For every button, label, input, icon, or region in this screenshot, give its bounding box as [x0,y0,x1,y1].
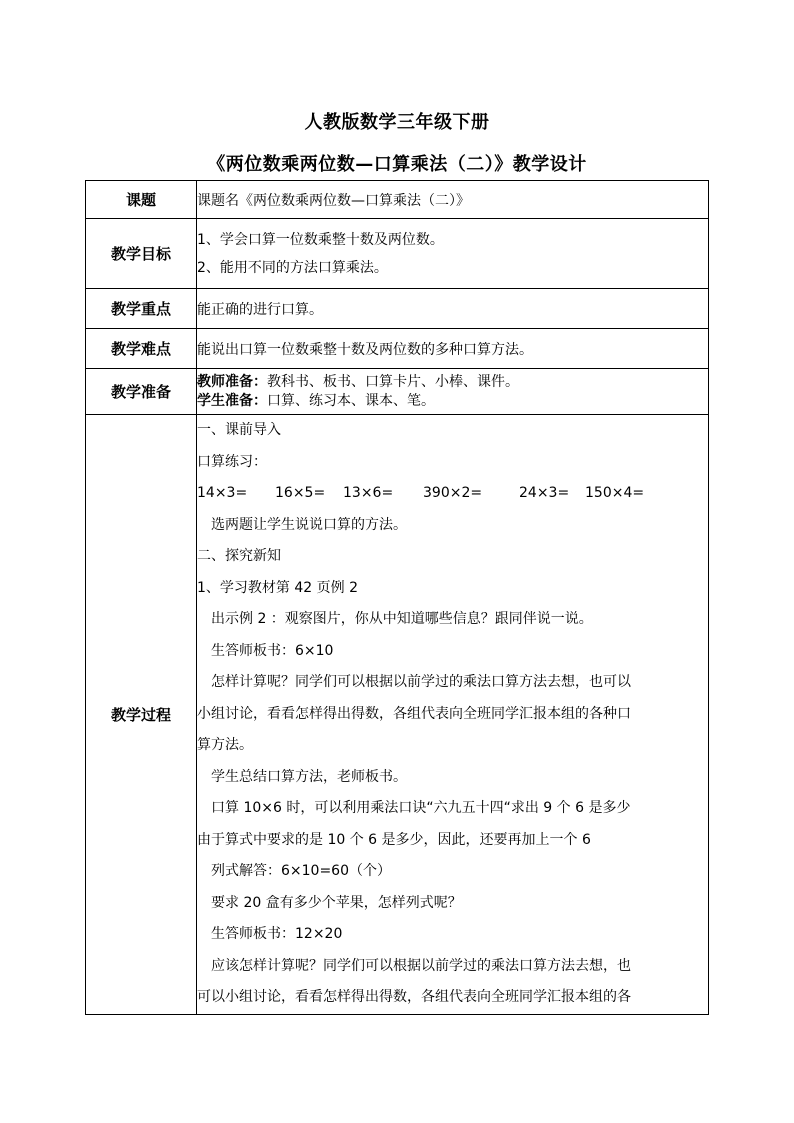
topic-value: 课题名《两位数乘两位数—口算乘法（二）》 [197,181,709,219]
table-row-preparation [86,369,709,415]
topic-label: 课题 [86,181,197,219]
difficulty-label: 教学难点 [86,329,197,369]
student-prep-value: 口算、练习本、课本、笔。 [267,392,435,409]
practice-item: 390×2= [423,485,483,501]
practice-item: 24×3= [519,485,570,501]
preparation-cell [197,369,709,415]
lesson-plan-table [85,180,709,1015]
process-line: 生答师板书：6×10 [211,642,334,659]
process-line: 可以小组讨论，看看怎样得出得数，各组代表向全班同学汇报本组的各 [197,989,631,1005]
process-line: 口算练习： [197,453,267,470]
process-line: 小组讨论，看看怎样得出得数，各组代表向全班同学汇报本组的各种口 [197,705,631,722]
document-title: 人教版数学三年级下册 [304,112,490,133]
process-line: 二、探究新知 [197,548,281,564]
table-row-difficulty [86,329,709,369]
table-row-goals [86,219,709,289]
process-label: 教学过程 [86,415,197,1015]
student-preparation [197,392,708,411]
process-line: 一、课前导入 [197,422,281,438]
teacher-prep-value: 教科书、板书、口算卡片、小棒、课件。 [267,373,519,390]
process-line: 口算 10×6 时，可以利用乘法口诀“六九五十四“求出 9 个 6 是多少 [211,800,631,816]
teacher-preparation [197,373,708,392]
process-line: 算方法。 [197,737,253,753]
practice-item: 14×3= [197,485,248,501]
teacher-prep-label: 教师准备： [197,373,267,390]
practice-item: 16×5= [275,485,326,501]
process-line: 要求 20 盒有多少个苹果，怎样列式呢？ [211,894,462,911]
difficulty-value: 能说出口算一位数乘整十数及两位数的多种口算方法。 [197,329,709,369]
goal-item: 2、能用不同的方法口算乘法。 [197,259,388,276]
process-line: 怎样计算呢？同学们可以根据以前学过的乘法口算方法去想，也可以 [211,674,631,690]
practice-item: 150×4= [585,485,645,501]
practice-item: 13×6= [343,485,394,501]
process-line: 列式解答：6×10=60（个） [211,863,391,879]
key-point-label: 教学重点 [86,289,197,329]
process-line: 出示例 2 ：观察图片，你从中知道哪些信息？跟同伴说一说。 [211,611,593,627]
goals-label: 教学目标 [86,219,197,289]
document-subtitle: 《两位数乘两位数—口算乘法（二）》教学设计 [207,154,587,175]
goal-item: 1、学会口算一位数乘整十数及两位数。 [197,231,444,248]
practice-problems [197,478,708,510]
process-line: 学生总结口算方法，老师板书。 [211,768,407,785]
student-prep-label: 学生准备： [197,392,267,409]
process-line: 1、学习教材第 42 页例 2 [197,579,358,596]
preparation-label: 教学准备 [86,369,197,415]
process-line: 由于算式中要求的是 10 个 6 是多少，因此，还要再加上一个 6 [197,831,591,848]
table-row-process [86,415,709,1015]
process-line: 生答师板书：12×20 [211,926,343,942]
process-cell [197,415,709,1015]
table-row-key-point [86,289,709,329]
process-line: 应该怎样计算呢？同学们可以根据以前学过的乘法口算方法去想，也 [211,957,631,974]
goals-cell [197,219,709,289]
key-point-value: 能正确的进行口算。 [197,289,709,329]
process-line: 选两题让学生说说口算的方法。 [211,516,407,533]
table-row-topic [86,181,709,219]
